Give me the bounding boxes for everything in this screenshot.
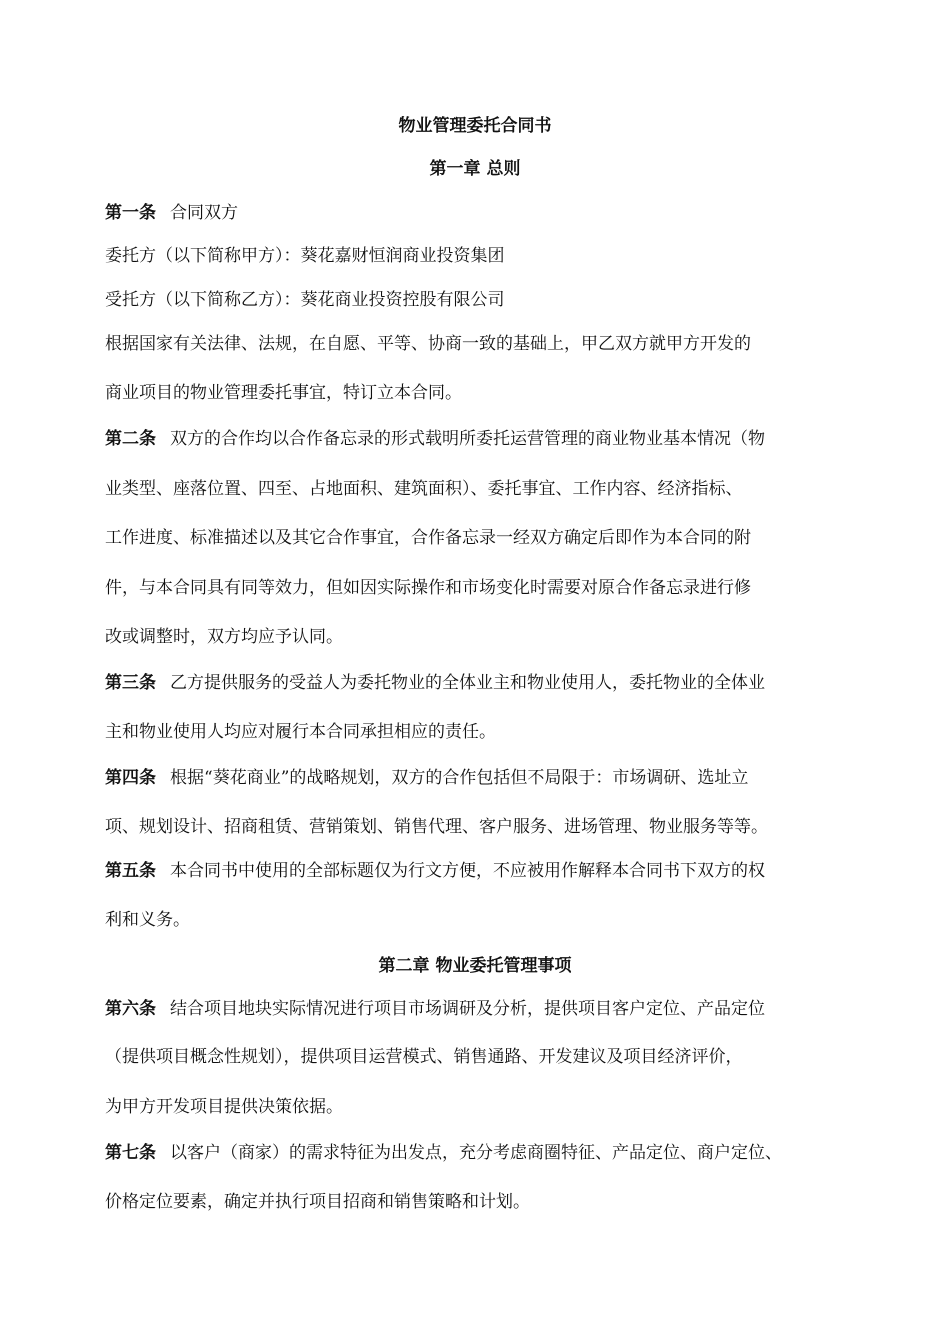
article-4-label: 第四条	[105, 768, 156, 788]
intro-line-2: 商业项目的物业管理委托事宜，特订立本合同。	[105, 383, 462, 403]
article-1-label: 第一条	[105, 203, 156, 223]
chapter-2-heading: 第二章 物业委托管理事项	[378, 956, 572, 976]
article-5-line-1: 第五条 本合同书中使用的全部标题仅为行文方便，不应被用作解释本合同书下双方的权	[105, 861, 765, 881]
article-2-line-1: 第二条 双方的合作均以合作备忘录的形式载明所委托运营管理的商业物业基本情况（物	[105, 429, 765, 449]
article-7-line-1: 第七条 以客户（商家）的需求特征为出发点，充分考虑商圈特征、产品定位、商户定位、	[105, 1143, 782, 1163]
article-7-line-2: 价格定位要素，确定并执行项目招商和销售策略和计划。	[105, 1192, 530, 1212]
article-7-label: 第七条	[105, 1143, 156, 1163]
article-2-label: 第二条	[105, 429, 156, 449]
article-1	[105, 202, 850, 224]
article-6-line-3: 为甲方开发项目提供决策依据。	[105, 1097, 343, 1117]
article-2-line-4: 件，与本合同具有同等效力，但如因实际操作和市场变化时需要对原合作备忘录进行修	[105, 578, 751, 598]
article-1-text: 合同双方	[170, 203, 238, 223]
intro-line-1: 根据国家有关法律、法规，在自愿、平等、协商一致的基础上，甲乙双方就甲方开发的	[105, 334, 751, 354]
article-2-line-2: 业类型、座落位置、四至、占地面积、建筑面积）、委托事宜、工作内容、经济指标、	[105, 479, 743, 499]
article-6-label: 第六条	[105, 999, 156, 1019]
article-2-line-3: 工作进度、标准描述以及其它合作事宜，合作备忘录一经双方确定后即作为本合同的附	[105, 528, 751, 548]
article-4-line-1: 第四条 根据“葵花商业”的战略规划，双方的合作包括但不局限于：市场调研、选址立	[105, 768, 749, 788]
article-4-line-2: 项、规划设计、招商租赁、营销策划、销售代理、客户服务、进场管理、物业服务等等。	[105, 817, 768, 837]
party-b-line: 受托方（以下简称乙方）：葵花商业投资控股有限公司	[105, 290, 505, 310]
article-6-line-2: （提供项目概念性规划），提供项目运营模式、销售通路、开发建议及项目经济评价，	[105, 1047, 743, 1067]
chapter-1-heading: 第一章 总则	[429, 159, 521, 179]
article-3-line-1: 第三条 乙方提供服务的受益人为委托物业的全体业主和物业使用人，委托物业的全体业	[105, 673, 765, 693]
article-3-label: 第三条	[105, 673, 156, 693]
article-5-label: 第五条	[105, 861, 156, 881]
article-6-line-1: 第六条 结合项目地块实际情况进行项目市场调研及分析，提供项目客户定位、产品定位	[105, 999, 765, 1019]
article-2-line-5: 改或调整时，双方均应予认同。	[105, 627, 343, 647]
document-title: 物业管理委托合同书	[398, 116, 552, 136]
party-a-line: 委托方（以下简称甲方）：葵花嘉财恒润商业投资集团	[105, 246, 505, 266]
article-3-line-2: 主和物业使用人均应对履行本合同承担相应的责任。	[105, 722, 496, 742]
article-5-line-2: 利和义务。	[105, 910, 190, 930]
